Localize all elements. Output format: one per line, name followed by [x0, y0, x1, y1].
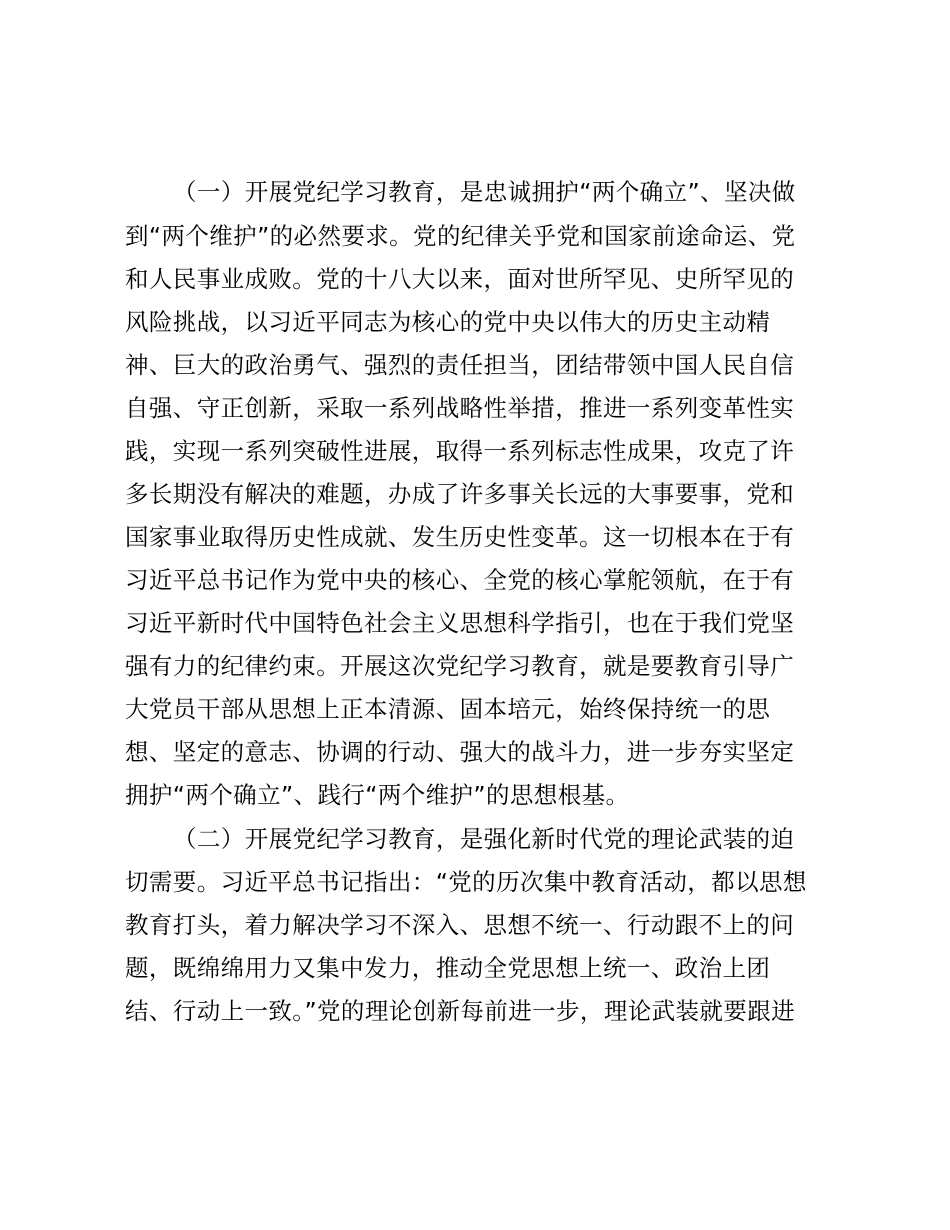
text-line: 神、巨大的政治勇气、强烈的责任担当，团结带领中国人民自信	[125, 351, 795, 379]
text-line: （二）开展党纪学习教育，是强化新时代党的理论武装的迫	[173, 825, 795, 853]
text-line: 践，实现一系列突破性进展，取得一系列标志性成果，攻克了许	[125, 437, 795, 465]
text-line: 教育打头，着力解决学习不深入、思想不统一、行动跟不上的问	[125, 911, 795, 939]
text-line: 结、行动上一致。”党的理论创新每前进一步，理论武装就要跟进	[125, 997, 796, 1025]
text-line: 习近平新时代中国特色社会主义思想科学指引，也在于我们党坚	[125, 609, 795, 637]
text-line: 大党员干部从思想上正本清源、固本培元，始终保持统一的思	[125, 695, 771, 723]
text-line: （一）开展党纪学习教育，是忠诚拥护“两个确立”、坚决做	[173, 178, 796, 206]
text-line: 习近平总书记作为党中央的核心、全党的核心掌舵领航，在于有	[125, 566, 795, 594]
text-line: 拥护“两个确立”、践行“两个维护”的思想根基。	[125, 781, 630, 809]
text-line: 切需要。习近平总书记指出：“党的历次集中教育活动，都以思想	[125, 868, 807, 896]
text-line: 和人民事业成败。党的十八大以来，面对世所罕见、史所罕见的	[125, 265, 795, 293]
text-line: 强有力的纪律约束。开展这次党纪学习教育，就是要教育引导广	[125, 652, 795, 680]
text-line: 到“两个维护”的必然要求。党的纪律关乎党和国家前途命运、党	[125, 222, 796, 250]
text-line: 自强、守正创新，采取一系列战略性举措，推进一系列变革性实	[125, 394, 795, 422]
text-line: 国家事业取得历史性成就、发生历史性变革。这一切根本在于有	[125, 523, 795, 551]
text-line: 风险挑战，以习近平同志为核心的党中央以伟大的历史主动精	[125, 308, 771, 336]
text-line: 题，既绵绵用力又集中发力，推动全党思想上统一、政治上团	[125, 954, 771, 982]
text-line: 想、坚定的意志、协调的行动、强大的战斗力，进一步夯实坚定	[125, 738, 795, 766]
text-line: 多长期没有解决的难题，办成了许多事关长远的大事要事，党和	[125, 480, 795, 508]
